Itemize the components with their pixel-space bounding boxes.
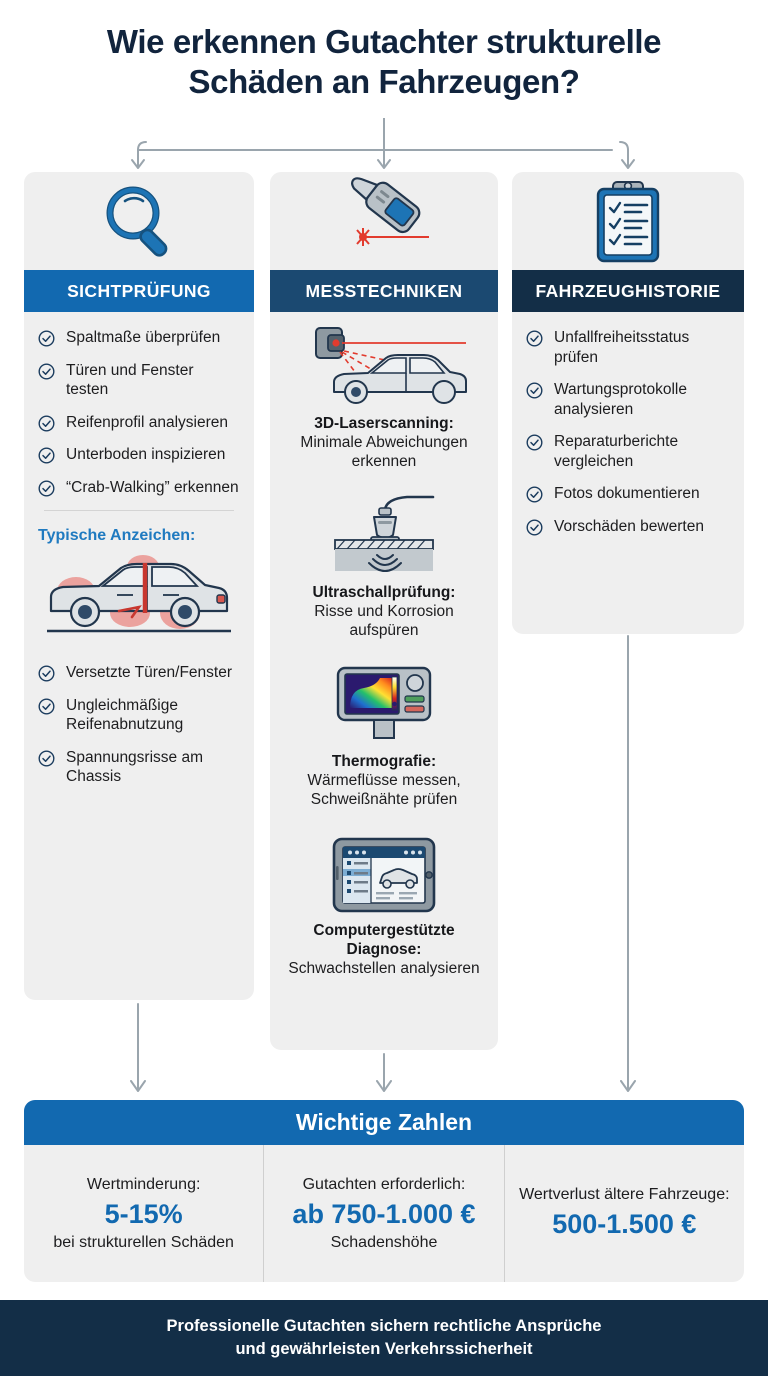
method-ultraschall [284, 491, 484, 640]
list-item [526, 484, 730, 504]
laser-measure-icon [270, 172, 498, 270]
list-item-label: Vorschäden bewerten [554, 517, 704, 535]
list-item-label: Unterboden inspizieren [66, 446, 226, 463]
list-item-label: “Crab-Walking” erkennen [66, 478, 239, 496]
clipboard-checklist-icon [512, 172, 744, 270]
method-laserscanning [284, 322, 484, 471]
check-circle-icon [38, 330, 55, 347]
number-cell-wertverlust [504, 1145, 744, 1282]
footer-line1: Professionelle Gutachten sichern rechtliche Ansprüche [166, 1317, 602, 1335]
method-desc: Risse und Korrosion aufspüren [314, 603, 454, 639]
numbers-heading: Wichtige Zahlen [24, 1100, 744, 1145]
list-item-label: Spannungsrisse am Chassis [66, 748, 203, 785]
numbers-box [24, 1100, 744, 1282]
check-circle-icon [38, 415, 55, 432]
list-item [38, 478, 240, 498]
method-title: 3D-Laserscanning: [314, 415, 454, 432]
list-item-label: Fotos dokumentieren [554, 485, 700, 502]
number-value: 5-15% [104, 1198, 183, 1229]
method-desc: Schwachstellen analysieren [288, 960, 480, 977]
check-circle-icon [526, 382, 543, 399]
list-item [526, 432, 730, 471]
list-item-label: Wartungsprotokolle analysieren [554, 381, 687, 418]
number-cell-wertminderung [24, 1145, 263, 1282]
card-body-fahrzeughistorie [512, 312, 744, 563]
list-item [526, 517, 730, 537]
card-header-label: MESSTECHNIKEN [305, 280, 463, 301]
laser-scanner-car-icon [284, 322, 484, 408]
footer-line2: und gewährleisten Verkehrssicherheit [235, 1340, 533, 1358]
check-circle-icon [38, 480, 55, 497]
list-item-label: Türen und Fenster testen [66, 361, 194, 398]
list-item-label: Reparaturberichte vergleichen [554, 433, 679, 470]
footer-banner [0, 1300, 768, 1376]
page-title [0, 22, 768, 102]
list-item [38, 328, 240, 348]
list-item-label: Reifenprofil analysieren [66, 413, 228, 431]
card-header-messtechniken [270, 270, 498, 312]
number-label: Wertverlust ältere Fahrzeuge: [519, 1185, 730, 1203]
check-circle-icon [526, 519, 543, 536]
list-item [38, 445, 240, 465]
method-title: Thermografie: [331, 753, 437, 770]
method-title: Computergestützte Diagnose: [313, 922, 455, 958]
bottom-connector-arrows [0, 634, 768, 1104]
method-desc: Minimale Abweichungen erkennen [300, 434, 468, 470]
number-sub: bei strukturellen Schäden [53, 1233, 234, 1251]
ultrasonic-probe-icon [284, 491, 484, 577]
check-circle-icon [526, 434, 543, 451]
number-sub: Schadenshöhe [330, 1233, 438, 1251]
subsection-heading: Typische Anzeichen: [38, 527, 196, 544]
list-item-label: Versetzte Türen/Fenster [66, 664, 232, 681]
method-desc: Wärmeflüsse messen, Schweißnähte prüfen [307, 772, 461, 808]
method-title: Ultraschallprüfung: [312, 584, 456, 601]
list-item [38, 413, 240, 433]
card-header-fahrzeughistorie [512, 270, 744, 312]
number-value: 500-1.500 € [552, 1208, 697, 1239]
number-cell-gutachten [263, 1145, 503, 1282]
card-header-label: FAHRZEUGHISTORIE [535, 280, 721, 301]
card-header-label: SICHTPRÜFUNG [67, 280, 211, 301]
checklist-sichtpruefung [38, 328, 240, 497]
number-label: Wertminderung: [86, 1175, 201, 1193]
check-circle-icon [526, 486, 543, 503]
list-item [38, 361, 240, 400]
list-item-label: Ungleichmäßige Reifenabnutzung [66, 696, 184, 733]
list-item-label: Unfallfreiheitsstatus prüfen [554, 329, 690, 366]
page-title-line2: Schäden an Fahrzeugen? [188, 63, 580, 100]
check-circle-icon [38, 363, 55, 380]
card-fahrzeughistorie [512, 172, 744, 634]
list-item [526, 380, 730, 419]
check-circle-icon [526, 330, 543, 347]
magnifier-icon [24, 172, 254, 270]
section-divider [44, 510, 234, 511]
number-value: ab 750-1.000 € [292, 1198, 476, 1229]
top-connector-arrows [0, 118, 768, 174]
checklist-fahrzeughistorie [526, 328, 730, 536]
card-header-sichtpruefung [24, 270, 254, 312]
number-label: Gutachten erforderlich: [302, 1175, 466, 1193]
page-title-line1: Wie erkennen Gutachter strukturelle [106, 23, 662, 60]
list-item-label: Spaltmaße überprüfen [66, 329, 221, 346]
list-item [526, 328, 730, 367]
numbers-body [24, 1145, 744, 1282]
damaged-car-side-icon [38, 555, 240, 641]
check-circle-icon [38, 447, 55, 464]
